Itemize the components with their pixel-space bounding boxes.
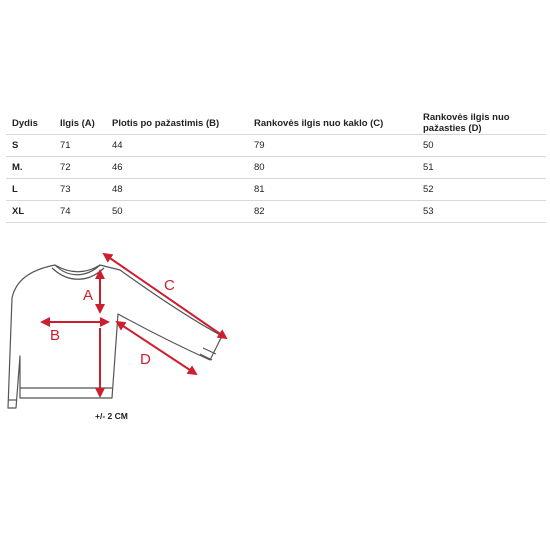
- cell-sleeve-armpit-d: 51: [417, 157, 546, 179]
- table-row: [6, 157, 546, 179]
- header-sleeve-armpit-d: Rankovės ilgis nuo pažasties (D): [423, 112, 510, 134]
- header-size: Dydis: [12, 117, 38, 129]
- cell-sleeve-armpit-d: 50: [417, 135, 546, 157]
- garment-measurement-diagram: [0, 238, 250, 410]
- table-row: [6, 201, 546, 223]
- header-width-b: Plotis po pažastimis (B): [112, 117, 220, 129]
- cell-width-b: 48: [106, 179, 248, 201]
- cell-length-a: 73: [54, 179, 106, 201]
- header-sleeve-neck-c: Rankovės ilgis nuo kaklo (C): [254, 117, 384, 129]
- cell-size: L: [6, 179, 54, 201]
- cell-width-b: 44: [106, 135, 248, 157]
- cell-sleeve-neck-c: 81: [248, 179, 417, 201]
- label-d: D: [140, 351, 151, 368]
- cell-sleeve-neck-c: 80: [248, 157, 417, 179]
- shirt-outline: [8, 265, 222, 408]
- cell-size: S: [6, 135, 54, 157]
- table-row: [6, 179, 546, 201]
- table-row: [6, 135, 546, 157]
- cell-sleeve-armpit-d: 53: [417, 201, 546, 223]
- cell-size: M.: [6, 157, 54, 179]
- cell-size: XL: [6, 201, 54, 223]
- header-length-a: Ilgis (A): [60, 117, 95, 129]
- size-table: [6, 112, 546, 223]
- cell-length-a: 71: [54, 135, 106, 157]
- cell-width-b: 50: [106, 201, 248, 223]
- cell-length-a: 74: [54, 201, 106, 223]
- label-a: A: [83, 287, 94, 304]
- cell-sleeve-neck-c: 82: [248, 201, 417, 223]
- cell-sleeve-armpit-d: 52: [417, 179, 546, 201]
- label-c: C: [164, 277, 175, 294]
- cell-width-b: 46: [106, 157, 248, 179]
- measurement-arrows: [42, 254, 226, 396]
- tolerance-note: +/- 2 CM: [95, 411, 128, 421]
- cell-sleeve-neck-c: 79: [248, 135, 417, 157]
- table-header-row: [6, 112, 546, 135]
- cell-length-a: 72: [54, 157, 106, 179]
- label-b: B: [50, 327, 61, 344]
